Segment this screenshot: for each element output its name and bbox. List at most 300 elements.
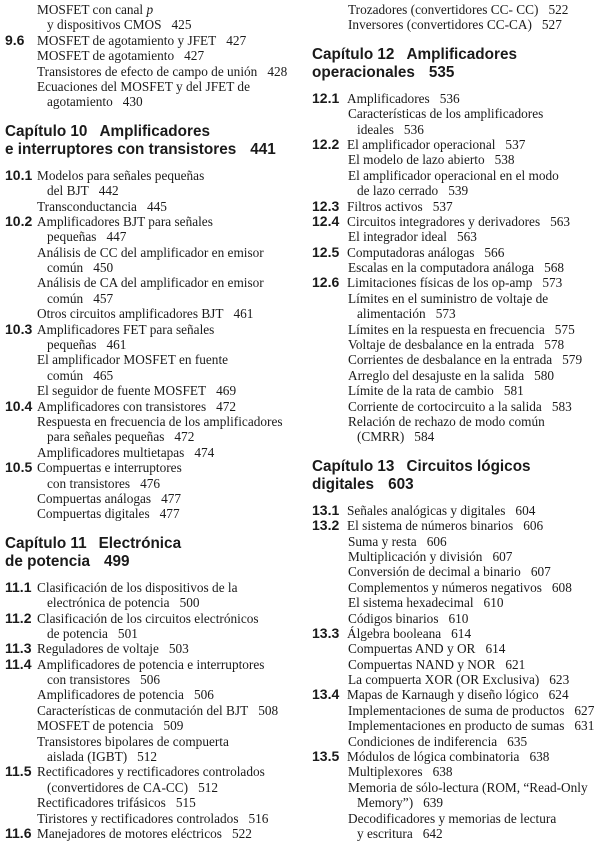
section-number: 10.2 [5, 212, 33, 229]
toc-subsection-entry[interactable] [312, 414, 597, 429]
section-number: 12.3 [312, 197, 340, 214]
entry-title: Escalas en la computadora análoga [348, 260, 535, 276]
entry-title: Límites en el suministro de voltaje de [348, 290, 549, 306]
entry-title: común [47, 260, 84, 276]
section-number: 11.3 [5, 640, 32, 657]
toc-section-entry[interactable] [5, 33, 297, 48]
page-number: 584 [414, 429, 435, 445]
entry-title: pequeñas [47, 337, 97, 353]
chapter-heading [312, 458, 597, 494]
section-number: 13.5 [312, 748, 340, 765]
page-number: 573 [435, 306, 456, 322]
page-number: 445 [146, 198, 167, 214]
entry-title: El amplificador MOSFET en fuente [37, 352, 229, 368]
toc-section-entry[interactable] [312, 245, 597, 260]
entry-title: Complementos y números negativos [348, 579, 542, 595]
page-number: 642 [422, 825, 443, 841]
page-number: 509 [163, 718, 184, 734]
chapter-heading [312, 46, 597, 82]
chapter-heading-line [5, 553, 297, 571]
toc-section-entry[interactable] [5, 214, 297, 229]
entry-title: Análisis de CC del amplificador en emisor [37, 244, 264, 260]
toc-subsection-entry[interactable] [312, 734, 597, 749]
toc-section-entry[interactable] [5, 657, 297, 672]
chapter-label: Capítulo 13 [312, 457, 395, 475]
entry-title: El amplificador operacional [347, 136, 496, 152]
entry-title: Reguladores de voltaje [37, 641, 159, 657]
entry-title: de potencia [47, 625, 108, 641]
page-number: 639 [423, 795, 444, 811]
chapter-title: digitales [312, 475, 375, 493]
toc-entry-continuation[interactable] [312, 122, 597, 137]
page-number: 503 [168, 641, 189, 657]
page-number: 624 [548, 687, 569, 703]
entry-title: y dispositivos CMOS [47, 17, 162, 33]
page-number: 430 [122, 94, 143, 110]
page-number: 522 [231, 825, 252, 841]
entry-title: alimentación [357, 306, 426, 322]
entry-title: Voltaje de desbalance en la entrada [348, 337, 535, 353]
chapter-heading-line [312, 64, 597, 82]
entry-title: La compuerta XOR (OR Exclusiva) [348, 672, 540, 688]
page-number: 635 [507, 733, 528, 749]
page-number: 506 [140, 672, 161, 688]
entry-title: Corriente de cortocircuito a la salida [348, 398, 542, 414]
toc-section-entry[interactable] [312, 626, 597, 641]
page-number: 638 [432, 764, 453, 780]
entry-title: Filtros activos [347, 198, 423, 214]
page-number: 623 [549, 672, 570, 688]
page-number: 627 [574, 702, 595, 718]
entry-title: Transistores de efecto de campo de unión [37, 63, 258, 79]
entry-title: Compuertas análogas [37, 490, 152, 506]
entry-title: Amplificadores multietapas [37, 444, 185, 460]
toc-entry-continuation[interactable] [312, 795, 597, 810]
entry-title: Tiristores y rectificadores controlados [37, 810, 239, 826]
entry-title: Decodificadores y memorias de lectura [348, 810, 557, 826]
toc-subsection-entry[interactable] [312, 780, 597, 795]
entry-title: Relación de rechazo de modo común [348, 413, 545, 429]
entry-title: Amplificadores de potencia [37, 687, 184, 703]
entry-title: Amplificadores [347, 90, 430, 106]
entry-title: Circuitos integradores y derivadores [347, 213, 541, 229]
page-number: 581 [503, 383, 524, 399]
toc-entry-continuation[interactable] [5, 780, 297, 795]
entry-title: El sistema hexadecimal [348, 595, 474, 611]
page-number: 425 [171, 17, 192, 33]
page-number: 536 [439, 90, 460, 106]
page-number: 610 [448, 610, 469, 626]
toc-entry-continuation[interactable] [312, 429, 597, 444]
toc-section-entry[interactable] [312, 749, 597, 764]
chapter-heading-line [312, 46, 597, 64]
page-number: 538 [494, 152, 515, 168]
entry-title: Limitaciones físicas de los op-amp [347, 275, 533, 291]
toc-subsection-entry[interactable] [312, 17, 597, 32]
entry-title: Límite de la rata de cambio [348, 383, 494, 399]
entry-title: Manejadores de motores eléctricos [37, 825, 222, 841]
entry-title: Memory”) [357, 795, 414, 811]
page-number: 610 [483, 595, 504, 611]
section-number: 12.4 [312, 212, 340, 229]
toc-entry-continuation[interactable] [5, 749, 297, 764]
toc-section-entry[interactable] [312, 503, 597, 518]
toc-subsection-entry[interactable] [312, 337, 597, 352]
entry-title: Implementaciones de suma de productos [348, 702, 565, 718]
section-number: 13.1 [312, 501, 340, 518]
page-number: 522 [548, 2, 569, 17]
section-number: 11.5 [5, 763, 32, 780]
toc-subsection-entry[interactable] [312, 703, 597, 718]
entry-title: MOSFET de agotamiento [37, 48, 175, 64]
toc-subsection-entry[interactable] [312, 672, 597, 687]
toc-section-entry[interactable] [5, 580, 297, 595]
chapter-title: Circuitos lógicos [406, 457, 531, 475]
toc-section-entry[interactable] [312, 137, 597, 152]
toc-entry-continuation[interactable] [5, 183, 297, 198]
page-number: 580 [534, 367, 555, 383]
toc-left-column [5, 2, 297, 841]
page-number: 450 [93, 260, 114, 276]
entry-title: Arreglo del desajuste en la salida [348, 367, 525, 383]
toc-entry-continuation[interactable] [312, 306, 597, 321]
entry-title: Amplificadores de potencia e interruptores [37, 656, 265, 672]
entry-title: y escritura [357, 825, 413, 841]
entry-title: (convertidores de CA-CC) [47, 779, 189, 795]
toc-section-entry[interactable] [312, 91, 597, 106]
entry-title: El amplificador operacional en el modo [348, 167, 559, 183]
entry-title: Rectificadores trifásicos [37, 795, 166, 811]
toc-subsection-entry[interactable] [312, 549, 597, 564]
entry-title: El seguidor de fuente MOSFET [37, 383, 207, 399]
toc-subsection-entry[interactable] [5, 48, 297, 63]
entry-title: Inversores (convertidores CC-CA) [348, 17, 532, 33]
page-number: 477 [161, 490, 182, 506]
page-number: 474 [194, 444, 215, 460]
section-number: 10.4 [5, 397, 33, 414]
entry-title: Compuertas AND y OR [348, 641, 476, 657]
entry-title: electrónica de potencia [47, 595, 170, 611]
chapter-heading [5, 123, 297, 159]
page-number: 428 [267, 63, 288, 79]
entry-title: Multiplexores [348, 764, 423, 780]
entry-title: Compuertas e interruptores [37, 460, 182, 476]
entry-title: Mapas de Karnaugh y diseño lógico [347, 687, 539, 703]
toc-subsection-entry[interactable] [5, 245, 297, 260]
section-number: 11.1 [5, 578, 32, 595]
entry-title: Amplificadores BJT para señales [37, 213, 213, 229]
page-number: 457 [93, 290, 114, 306]
page-number: 537 [432, 198, 453, 214]
toc-section-entry[interactable] [312, 518, 597, 533]
section-number: 10.3 [5, 320, 33, 337]
toc-subsection-entry[interactable] [5, 414, 297, 429]
entry-title: Clasificación de los dispositivos de la [37, 579, 238, 595]
entry-title: MOSFET con canal [37, 2, 144, 17]
page-number: 476 [140, 475, 161, 491]
toc-entry-continuation[interactable] [5, 337, 297, 352]
toc-subsection-entry[interactable] [312, 168, 597, 183]
section-number: 12.1 [312, 89, 340, 106]
entry-title-italic: p [146, 2, 154, 17]
entry-title: Trozadores (convertidores CC- CC) [348, 2, 539, 17]
toc-subsection-entry[interactable] [312, 657, 597, 672]
entry-title: pequeñas [47, 229, 97, 245]
section-number: 12.5 [312, 243, 340, 260]
toc-subsection-entry[interactable] [312, 580, 597, 595]
toc-entry-continuation[interactable] [5, 429, 297, 444]
page-number: 614 [485, 641, 506, 657]
toc-subsection-entry[interactable] [5, 491, 297, 506]
section-number: 12.6 [312, 274, 340, 291]
toc-subsection-entry[interactable] [312, 611, 597, 626]
section-number: 11.4 [5, 655, 32, 672]
toc-section-entry[interactable] [312, 687, 597, 702]
toc-subsection-entry[interactable] [312, 718, 597, 733]
toc-entry-continuation[interactable] [5, 476, 297, 491]
entry-title: del BJT [47, 183, 89, 199]
toc-entry-continuation[interactable] [5, 260, 297, 275]
page-number: 631 [574, 718, 595, 734]
toc-section-entry[interactable] [312, 214, 597, 229]
toc-subsection-entry[interactable] [312, 291, 597, 306]
toc-subsection-entry[interactable] [5, 506, 297, 521]
page-number: 472 [216, 398, 237, 414]
page-number: 508 [258, 702, 279, 718]
section-number: 13.4 [312, 686, 340, 703]
toc-section-entry[interactable] [5, 322, 297, 337]
entry-title: Clasificación de los circuitos electrónicos [37, 610, 259, 626]
toc-subsection-entry[interactable] [5, 383, 297, 398]
section-number: 9.6 [5, 31, 25, 48]
page-number: 573 [542, 275, 563, 291]
toc-subsection-entry[interactable] [312, 564, 597, 579]
entry-title: Características de conmutación del BJT [37, 702, 249, 718]
page-number: 606 [523, 518, 544, 534]
toc-section-entry[interactable] [5, 168, 297, 183]
toc-subsection-entry[interactable] [5, 795, 297, 810]
section-number: 13.2 [312, 517, 340, 534]
toc-subsection-entry[interactable] [312, 368, 597, 383]
entry-title: Señales analógicas y digitales [347, 502, 506, 518]
entry-title: Compuertas digitales [37, 506, 150, 522]
entry-title: Álgebra booleana [347, 625, 442, 641]
toc-section-entry[interactable] [5, 399, 297, 414]
entry-title: para señales pequeñas [47, 429, 165, 445]
entry-title: El integrador ideal [348, 229, 447, 245]
chapter-label: Capítulo 11 [5, 534, 87, 552]
toc-section-entry[interactable] [312, 275, 597, 290]
chapter-title: operacionales [312, 63, 415, 81]
toc-subsection-entry[interactable] [312, 2, 597, 17]
toc-subsection-entry[interactable] [5, 687, 297, 702]
toc-section-entry[interactable] [5, 826, 297, 841]
page-number: 427 [184, 48, 205, 64]
toc-subsection-entry[interactable] [5, 2, 297, 17]
toc-subsection-entry[interactable] [312, 764, 597, 779]
toc-subsection-entry[interactable] [5, 306, 297, 321]
toc-subsection-entry[interactable] [312, 322, 597, 337]
entry-title: MOSFET de potencia [37, 718, 154, 734]
toc-subsection-entry[interactable] [5, 199, 297, 214]
page-number: 606 [426, 533, 447, 549]
entry-title: Suma y resta [348, 533, 417, 549]
entry-title: de lazo cerrado [357, 183, 439, 199]
page-number: 536 [403, 121, 424, 137]
toc-entry-continuation[interactable] [5, 291, 297, 306]
page-number: 506 [193, 687, 214, 703]
toc-subsection-entry[interactable] [312, 106, 597, 121]
page-number: 537 [505, 136, 526, 152]
toc-section-entry[interactable] [5, 764, 297, 779]
entry-title: común [47, 290, 84, 306]
page-number: 621 [505, 656, 526, 672]
entry-title: Multiplicación y división [348, 548, 483, 564]
toc-entry-continuation[interactable] [5, 368, 297, 383]
page-number: 461 [106, 337, 127, 353]
entry-title: Computadoras análogas [347, 244, 475, 260]
page-number: 575 [554, 321, 575, 337]
entry-title: Compuertas NAND y NOR [348, 656, 496, 672]
toc-subsection-entry[interactable] [312, 352, 597, 367]
toc-section-entry[interactable] [5, 611, 297, 626]
toc-section-entry[interactable] [5, 460, 297, 475]
toc-subsection-entry[interactable] [5, 718, 297, 733]
chapter-heading-line [5, 123, 297, 141]
entry-title: Corrientes de desbalance en la entrada [348, 352, 553, 368]
page-number: 512 [198, 779, 219, 795]
toc-subsection-entry[interactable] [312, 152, 597, 167]
toc-entry-continuation[interactable] [5, 94, 297, 109]
section-number: 11.6 [5, 824, 32, 841]
page-number: 603 [388, 475, 414, 493]
chapter-title: Electrónica [98, 534, 182, 552]
entry-title: Módulos de lógica combinatoria [347, 749, 520, 765]
entry-title: aislada (IGBT) [47, 749, 128, 765]
section-number: 12.2 [312, 135, 340, 152]
page-number: 501 [117, 625, 138, 641]
entry-title: con transistores [47, 475, 131, 491]
toc-subsection-entry[interactable] [312, 229, 597, 244]
section-number: 13.3 [312, 624, 340, 641]
page-number: 607 [530, 564, 551, 580]
entry-title: Ecuaciones del MOSFET y del JFET de [37, 78, 250, 94]
toc-subsection-entry[interactable] [312, 383, 597, 398]
toc-entry-continuation[interactable] [312, 826, 597, 841]
entry-title: MOSFET de agotamiento y JFET [37, 32, 217, 48]
page-number: 465 [93, 367, 114, 383]
page-number: 477 [159, 506, 180, 522]
section-number: 10.5 [5, 459, 33, 476]
entry-title: Códigos binarios [348, 610, 439, 626]
page-number: 512 [137, 749, 158, 765]
page-number: 563 [456, 229, 477, 245]
section-number: 11.2 [5, 609, 32, 626]
entry-title: Análisis de CA del amplificador en emisor [37, 275, 264, 291]
toc-subsection-entry[interactable] [5, 703, 297, 718]
page-number: 566 [484, 244, 505, 260]
chapter-heading [5, 535, 297, 571]
entry-title: Amplificadores FET para señales [37, 321, 215, 337]
entry-title: Transistores bipolares de compuerta [37, 733, 229, 749]
chapter-label: Capítulo 12 [312, 45, 395, 63]
entry-title: Memoria de sólo-lectura (ROM, “Read-Only [348, 779, 588, 795]
page-number: 500 [179, 595, 200, 611]
chapter-label: Capítulo 10 [5, 122, 88, 140]
page-number: 441 [250, 140, 276, 158]
toc-subsection-entry[interactable] [312, 260, 597, 275]
page-number: 447 [106, 229, 127, 245]
entry-title: ideales [357, 121, 394, 137]
entry-title: Modelos para señales pequeñas [37, 167, 205, 183]
page-number: 442 [98, 183, 119, 199]
toc-entry-continuation[interactable] [5, 672, 297, 687]
page-number: 527 [541, 17, 562, 33]
toc-subsection-entry[interactable] [5, 275, 297, 290]
toc-subsection-entry[interactable] [312, 595, 597, 610]
toc-entry-continuation[interactable] [5, 626, 297, 641]
chapter-heading-line [312, 458, 597, 476]
page-number: 516 [248, 810, 269, 826]
chapter-heading-line [5, 535, 297, 553]
toc-entry-continuation[interactable] [5, 595, 297, 610]
entry-title: Respuesta en frecuencia de los amplificadores [37, 413, 283, 429]
toc-subsection-entry[interactable] [312, 811, 597, 826]
page-number: 607 [492, 548, 513, 564]
toc-subsection-entry[interactable] [5, 352, 297, 367]
toc-entry-continuation[interactable] [5, 17, 297, 32]
toc-subsection-entry[interactable] [312, 534, 597, 549]
entry-title: El sistema de números binarios [347, 518, 514, 534]
entry-title: Implementaciones en producto de sumas [348, 718, 565, 734]
entry-title: con transistores [47, 672, 131, 688]
toc-subsection-entry[interactable] [5, 734, 297, 749]
entry-title: Condiciones de indiferencia [348, 733, 498, 749]
section-number: 10.1 [5, 166, 33, 183]
entry-title: Amplificadores con transistores [37, 398, 207, 414]
chapter-title: Amplificadores [406, 45, 517, 63]
page-number: 469 [216, 383, 237, 399]
page-number: 499 [104, 552, 130, 570]
page-number: 427 [226, 32, 247, 48]
entry-title: Otros circuitos amplificadores BJT [37, 306, 224, 322]
page-number: 472 [174, 429, 195, 445]
toc-section-entry[interactable] [5, 641, 297, 656]
page-number: 614 [451, 625, 472, 641]
toc-subsection-entry[interactable] [5, 79, 297, 94]
page-number: 535 [428, 63, 455, 81]
toc-subsection-entry[interactable] [312, 641, 597, 656]
toc-section-entry[interactable] [312, 199, 597, 214]
toc-subsection-entry[interactable] [5, 445, 297, 460]
chapter-heading-line [312, 476, 597, 494]
chapter-heading-line [5, 141, 297, 159]
page-number: 563 [550, 213, 571, 229]
toc-entry-continuation[interactable] [312, 183, 597, 198]
page-number: 568 [544, 260, 565, 276]
entry-title: El modelo de lazo abierto [348, 152, 485, 168]
entry-title: Límites en la respuesta en frecuencia [348, 321, 545, 337]
toc-subsection-entry[interactable] [5, 64, 297, 79]
entry-title: Conversión de decimal a binario [348, 564, 521, 580]
page-number: 461 [233, 306, 254, 322]
toc-entry-continuation[interactable] [5, 229, 297, 244]
toc-subsection-entry[interactable] [312, 399, 597, 414]
entry-title: (CMRR) [357, 429, 405, 445]
entry-title: Características de los amplificadores [348, 106, 544, 122]
toc-subsection-entry[interactable] [5, 811, 297, 826]
chapter-title: Amplificadores [99, 122, 210, 140]
